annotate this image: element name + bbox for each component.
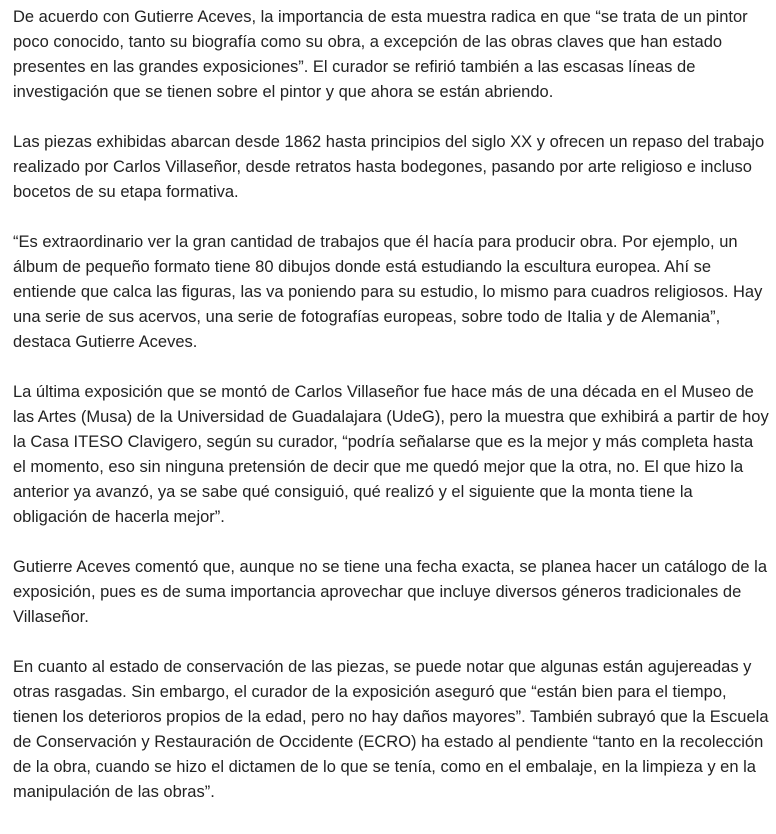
article-paragraph-4: La última exposición que se montó de Carlos Villaseñor fue hace más de una década en el Museo de las Artes (Musa) de la Universidad de Guadalajara (UdeG), pero la muestra que exhibirá a partir de hoy la Casa ITESO Clavigero, según su curador, “podría señalarse que es la mejor y más completa hasta el momento, eso sin ninguna pretensión de decir que me quedó mejor que la otra, no. El que hizo la anterior ya avanzó, ya se sabe qué consiguió, qué realizó y el siguiente que la monta tiene la obligación de hacerla mejor”. bbox=[13, 383, 769, 526]
article-body bbox=[13, 5, 769, 805]
article-paragraph-6: En cuanto al estado de conservación de las piezas, se puede notar que algunas están agujereadas y otras rasgadas. Sin embargo, el curador de la exposición aseguró que “están bien para el tiempo, tienen los deterioros propios de la edad, pero no hay daños mayores”. También subrayó que la Escuela de Conservación y Restauración de Occidente (ECRO) ha estado al pendiente “tanto en la recolección de la obra, cuando se hizo el dictamen de lo que se tenía, como en el embalaje, en la limpieza y en la manipulación de las obras”. bbox=[13, 658, 769, 801]
article-paragraph-2: Las piezas exhibidas abarcan desde 1862 hasta principios del siglo XX y ofrecen un repaso del trabajo realizado por Carlos Villaseñor, desde retratos hasta bodegones, pasando por arte religioso e incluso bocetos de su etapa formativa. bbox=[13, 133, 765, 201]
article-paragraph-5: Gutierre Aceves comentó que, aunque no se tiene una fecha exacta, se planea hacer un catálogo de la exposición, pues es de suma importancia aprovechar que incluye diversos géneros tradicionales de Villaseñor. bbox=[13, 558, 768, 626]
article-paragraph-1: De acuerdo con Gutierre Aceves, la importancia de esta muestra radica en que “se trata de un pintor poco conocido, tanto su biografía como su obra, a excepción de las obras claves que han estado presentes en las grandes exposiciones”. El curador se refirió también a las escasas líneas de investigación que se tienen sobre el pintor y que ahora se están abriendo. bbox=[13, 8, 748, 101]
article-paragraph-3: “Es extraordinario ver la gran cantidad de trabajos que él hacía para producir obra. Por ejemplo, un álbum de pequeño formato tiene 80 dibujos donde está estudiando la escultura europea. Ahí se entiende que calca las figuras, las va poniendo para su estudio, lo mismo para cuadros religiosos. Hay una serie de sus acervos, una serie de fotografías europeas, sobre todo de Italia y de Alemania”, destaca Gutierre Aceves. bbox=[13, 233, 763, 351]
